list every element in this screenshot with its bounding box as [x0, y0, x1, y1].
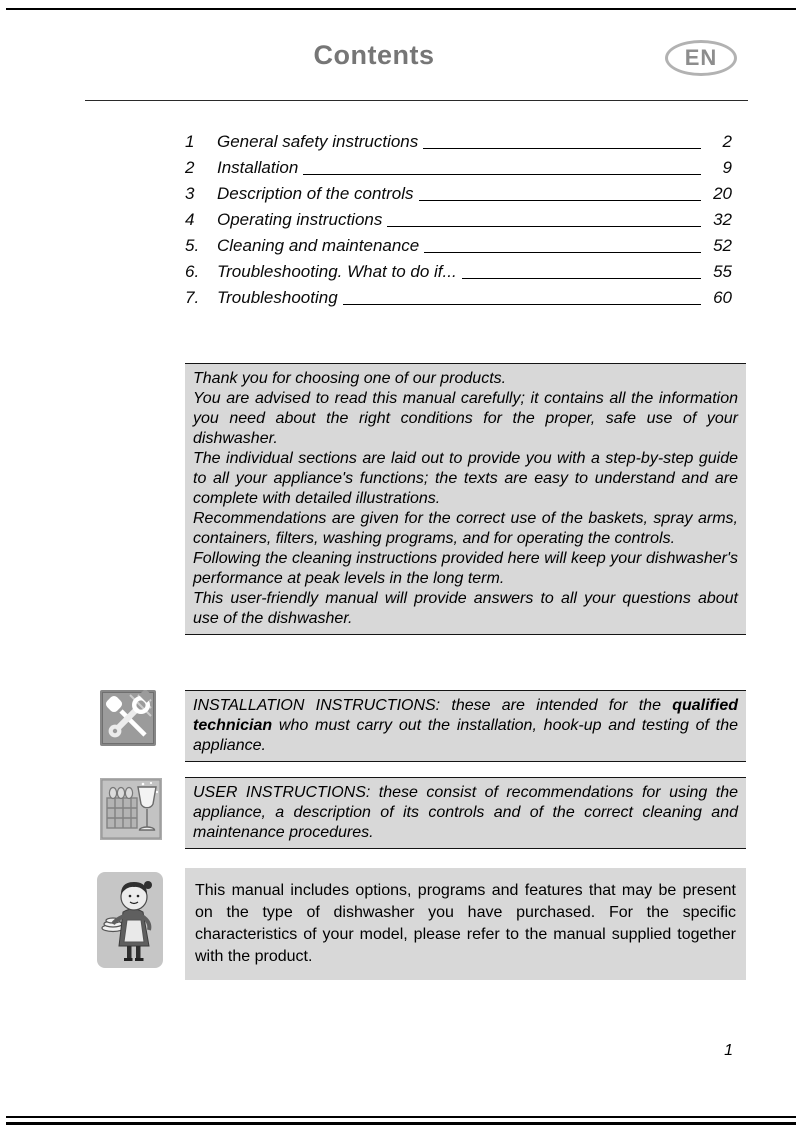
- toc-item-label: General safety instructions: [217, 132, 419, 151]
- toc-item-number: 4: [185, 210, 195, 229]
- intro-paragraph: Following the cleaning instructions provided here will keep your dishwasher's performance at peak levels in the long term.: [193, 550, 738, 587]
- table-of-contents: [185, 126, 732, 308]
- glass-basket-icon: [100, 778, 162, 840]
- toc-row: [185, 230, 732, 256]
- page-number: 1: [724, 1042, 733, 1059]
- installation-note-box: [185, 690, 746, 762]
- toc-item-page: 2: [722, 132, 732, 151]
- toc-item-page: 20: [713, 184, 732, 203]
- toc-item-number: 3: [185, 184, 195, 203]
- toc-item-number: 7.: [185, 288, 200, 307]
- toc-item-label: Description of the controls: [217, 184, 414, 203]
- installation-note-text: [193, 696, 738, 756]
- toc-item-label: Cleaning and maintenance: [217, 236, 420, 255]
- toc-leader-line: [419, 200, 701, 201]
- toc-leader-line: [423, 148, 701, 149]
- toc-item-label: Installation: [217, 158, 299, 177]
- toc-item-number: 1: [185, 132, 195, 151]
- toc-item-page: 52: [713, 236, 732, 255]
- model-note-text: This manual includes options, programs and features that may be present on the type of dishwasher you have purchased. For the specific characteristics of your model, please refer to the manual supplied together with the product.: [195, 882, 736, 965]
- chef-mascot-icon: [97, 872, 163, 968]
- page-frame-bottom-thick-rule: [6, 1122, 796, 1125]
- toc-row: [185, 178, 732, 204]
- toc-item-label: Operating instructions: [217, 210, 383, 229]
- intro-text-box: [185, 363, 746, 635]
- user-note-text: USER INSTRUCTIONS: these consist of recommendations for using the appliance, a description of its controls and of the correct cleaning and maintenance procedures.: [193, 784, 738, 841]
- toc-row: [185, 256, 732, 282]
- page-frame-bottom-thin-rule: [6, 1116, 796, 1118]
- installation-note-bold: qualified technician: [193, 697, 738, 734]
- wrench-screwdriver-icon: [100, 690, 156, 746]
- installation-note-prefix: INSTALLATION INSTRUCTIONS: these are intended for the: [193, 697, 673, 714]
- model-note-box: [185, 868, 746, 980]
- installation-note-suffix: who must carry out the installation, hook-up and testing of the appliance.: [193, 717, 738, 754]
- user-note-box: [185, 777, 746, 849]
- toc-item-page: 9: [722, 158, 732, 177]
- intro-paragraph: You are advised to read this manual carefully; it contains all the information you need about the right conditions for the proper, safe use of your dishwasher.: [193, 390, 738, 447]
- toc-row: [185, 204, 732, 230]
- toc-item-label: Troubleshooting: [217, 288, 338, 307]
- language-badge-label: EN: [684, 45, 718, 70]
- toc-row: [185, 126, 732, 152]
- toc-leader-line: [424, 252, 701, 253]
- toc-item-number: 5.: [185, 236, 200, 255]
- toc-item-number: 2: [185, 158, 195, 177]
- toc-leader-line: [303, 174, 701, 175]
- intro-paragraph: Thank you for choosing one of our products.: [193, 370, 507, 387]
- intro-paragraph: Recommendations are given for the correct use of the baskets, spray arms, containers, filters, washing programs, and for operating the controls.: [193, 510, 738, 547]
- header-divider: [85, 100, 748, 101]
- toc-item-page: 55: [713, 262, 732, 281]
- intro-paragraph: This user-friendly manual will provide answers to all your questions about use of the dishwasher.: [193, 590, 738, 627]
- toc-leader-line: [462, 278, 701, 279]
- toc-row: [185, 282, 732, 308]
- toc-item-number: 6.: [185, 262, 200, 281]
- language-badge: [665, 40, 737, 76]
- page-title: Contents: [313, 40, 435, 70]
- toc-leader-line: [343, 304, 701, 305]
- toc-row: [185, 152, 732, 178]
- toc-leader-line: [387, 226, 701, 227]
- page-frame-top-rule: [6, 8, 796, 10]
- toc-item-label: Troubleshooting. What to do if...: [217, 262, 457, 281]
- toc-item-page: 60: [713, 288, 732, 307]
- intro-paragraph: The individual sections are laid out to provide you with a step-by-step guide to all your appliance's functions; the texts are easy to understand and are complete with detailed illustrations.: [193, 450, 738, 507]
- toc-item-page: 32: [713, 210, 732, 229]
